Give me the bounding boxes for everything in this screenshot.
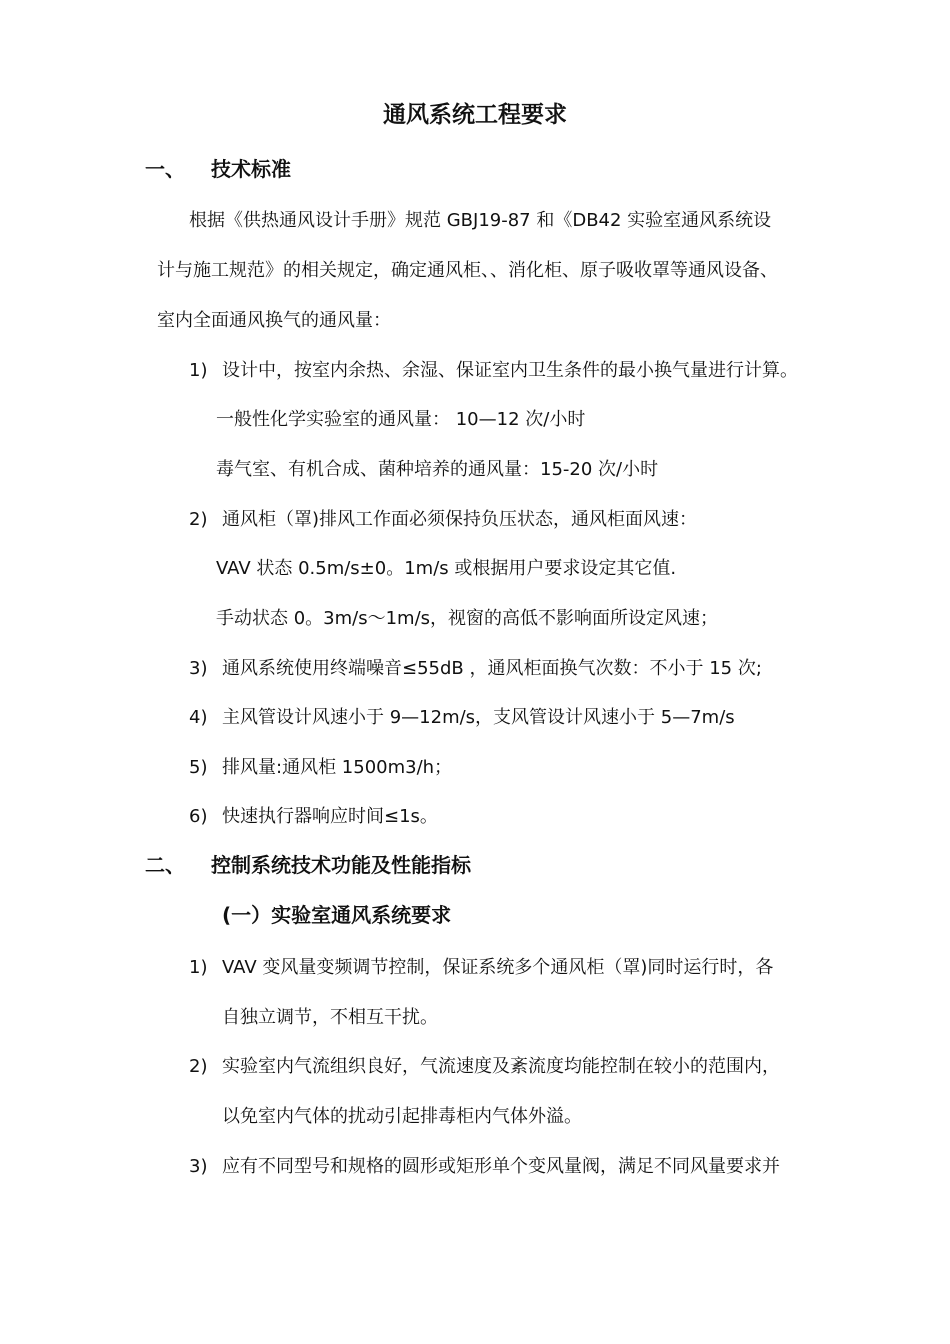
item-2-text: 通风柜（罩)排风工作面必须保持负压状态，通风柜面风速： [222,509,698,530]
item-3-text: 通风系统使用终端噪音≤55dB ，通风柜面换气次数：不小于 15 次; [222,658,762,679]
section-1-number: 一、 [145,157,185,181]
document-title: 通风系统工程要求 [383,102,567,128]
section-1-heading: 技术标准 [211,157,291,181]
req-3-line-1: 应有不同型号和规格的圆形或矩形单个变风量阀，满足不同风量要求并 [222,1156,780,1177]
intro-line-3: 室内全面通风换气的通风量： [157,310,391,331]
item-2-sub-1: VAV 状态 0.5m/s±0。1m/s 或根据用户要求设定其它值. [216,558,677,579]
item-5-text: 排风量:通风柜 1500m3/h； [222,757,453,778]
item-4-text: 主风管设计风速小于 9—12m/s，支风管设计风速小于 5—7m/s [222,707,735,728]
item-1-number: 1) [189,360,208,381]
intro-line-1: 根据《供热通风设计手册》规范 GBJ19-87 和《DB42 实验室通风系统设 [189,210,772,231]
item-1-text: 设计中，按室内余热、余湿、保证室内卫生条件的最小换气量进行计算。 [222,360,798,381]
req-2-line-2: 以免室内气体的扰动引起排毒柜内气体外溢。 [222,1106,582,1127]
req-2-line-1: 实验室内气流组织良好，气流速度及紊流度均能控制在较小的范围内， [222,1056,780,1077]
req-3-number: 3) [189,1156,208,1177]
intro-line-2: 计与施工规范》的相关规定，确定通风柜、、消化柜、原子吸收罩等通风设备、 [157,260,778,281]
req-2-number: 2) [189,1056,208,1077]
item-5-number: 5) [189,757,208,778]
item-3-number: 3) [189,658,208,679]
req-1-number: 1) [189,957,208,978]
item-2-sub-2: 手动状态 0。3m/s～1m/s，视窗的高低不影响面所设定风速； [216,608,719,629]
req-1-line-1: VAV 变风量变频调节控制，保证系统多个通风柜（罩)同时运行时，各 [222,957,774,978]
item-1-sub-2: 毒气室、有机合成、菌种培养的通风量：15-20 次/小时 [216,459,659,480]
section-2-heading: 控制系统技术功能及性能指标 [211,853,471,877]
item-6-number: 6) [189,806,208,827]
item-4-number: 4) [189,707,208,728]
section-2-number: 二、 [145,853,185,877]
item-2-number: 2) [189,509,208,530]
req-1-line-2: 自独立调节，不相互干扰。 [222,1007,438,1028]
item-1-sub-1: 一般性化学实验室的通风量： 10—12 次/小时 [216,409,586,430]
subsection-heading: (一）实验室通风系统要求 [222,903,452,927]
item-6-text: 快速执行器响应时间≤1s。 [222,806,438,827]
